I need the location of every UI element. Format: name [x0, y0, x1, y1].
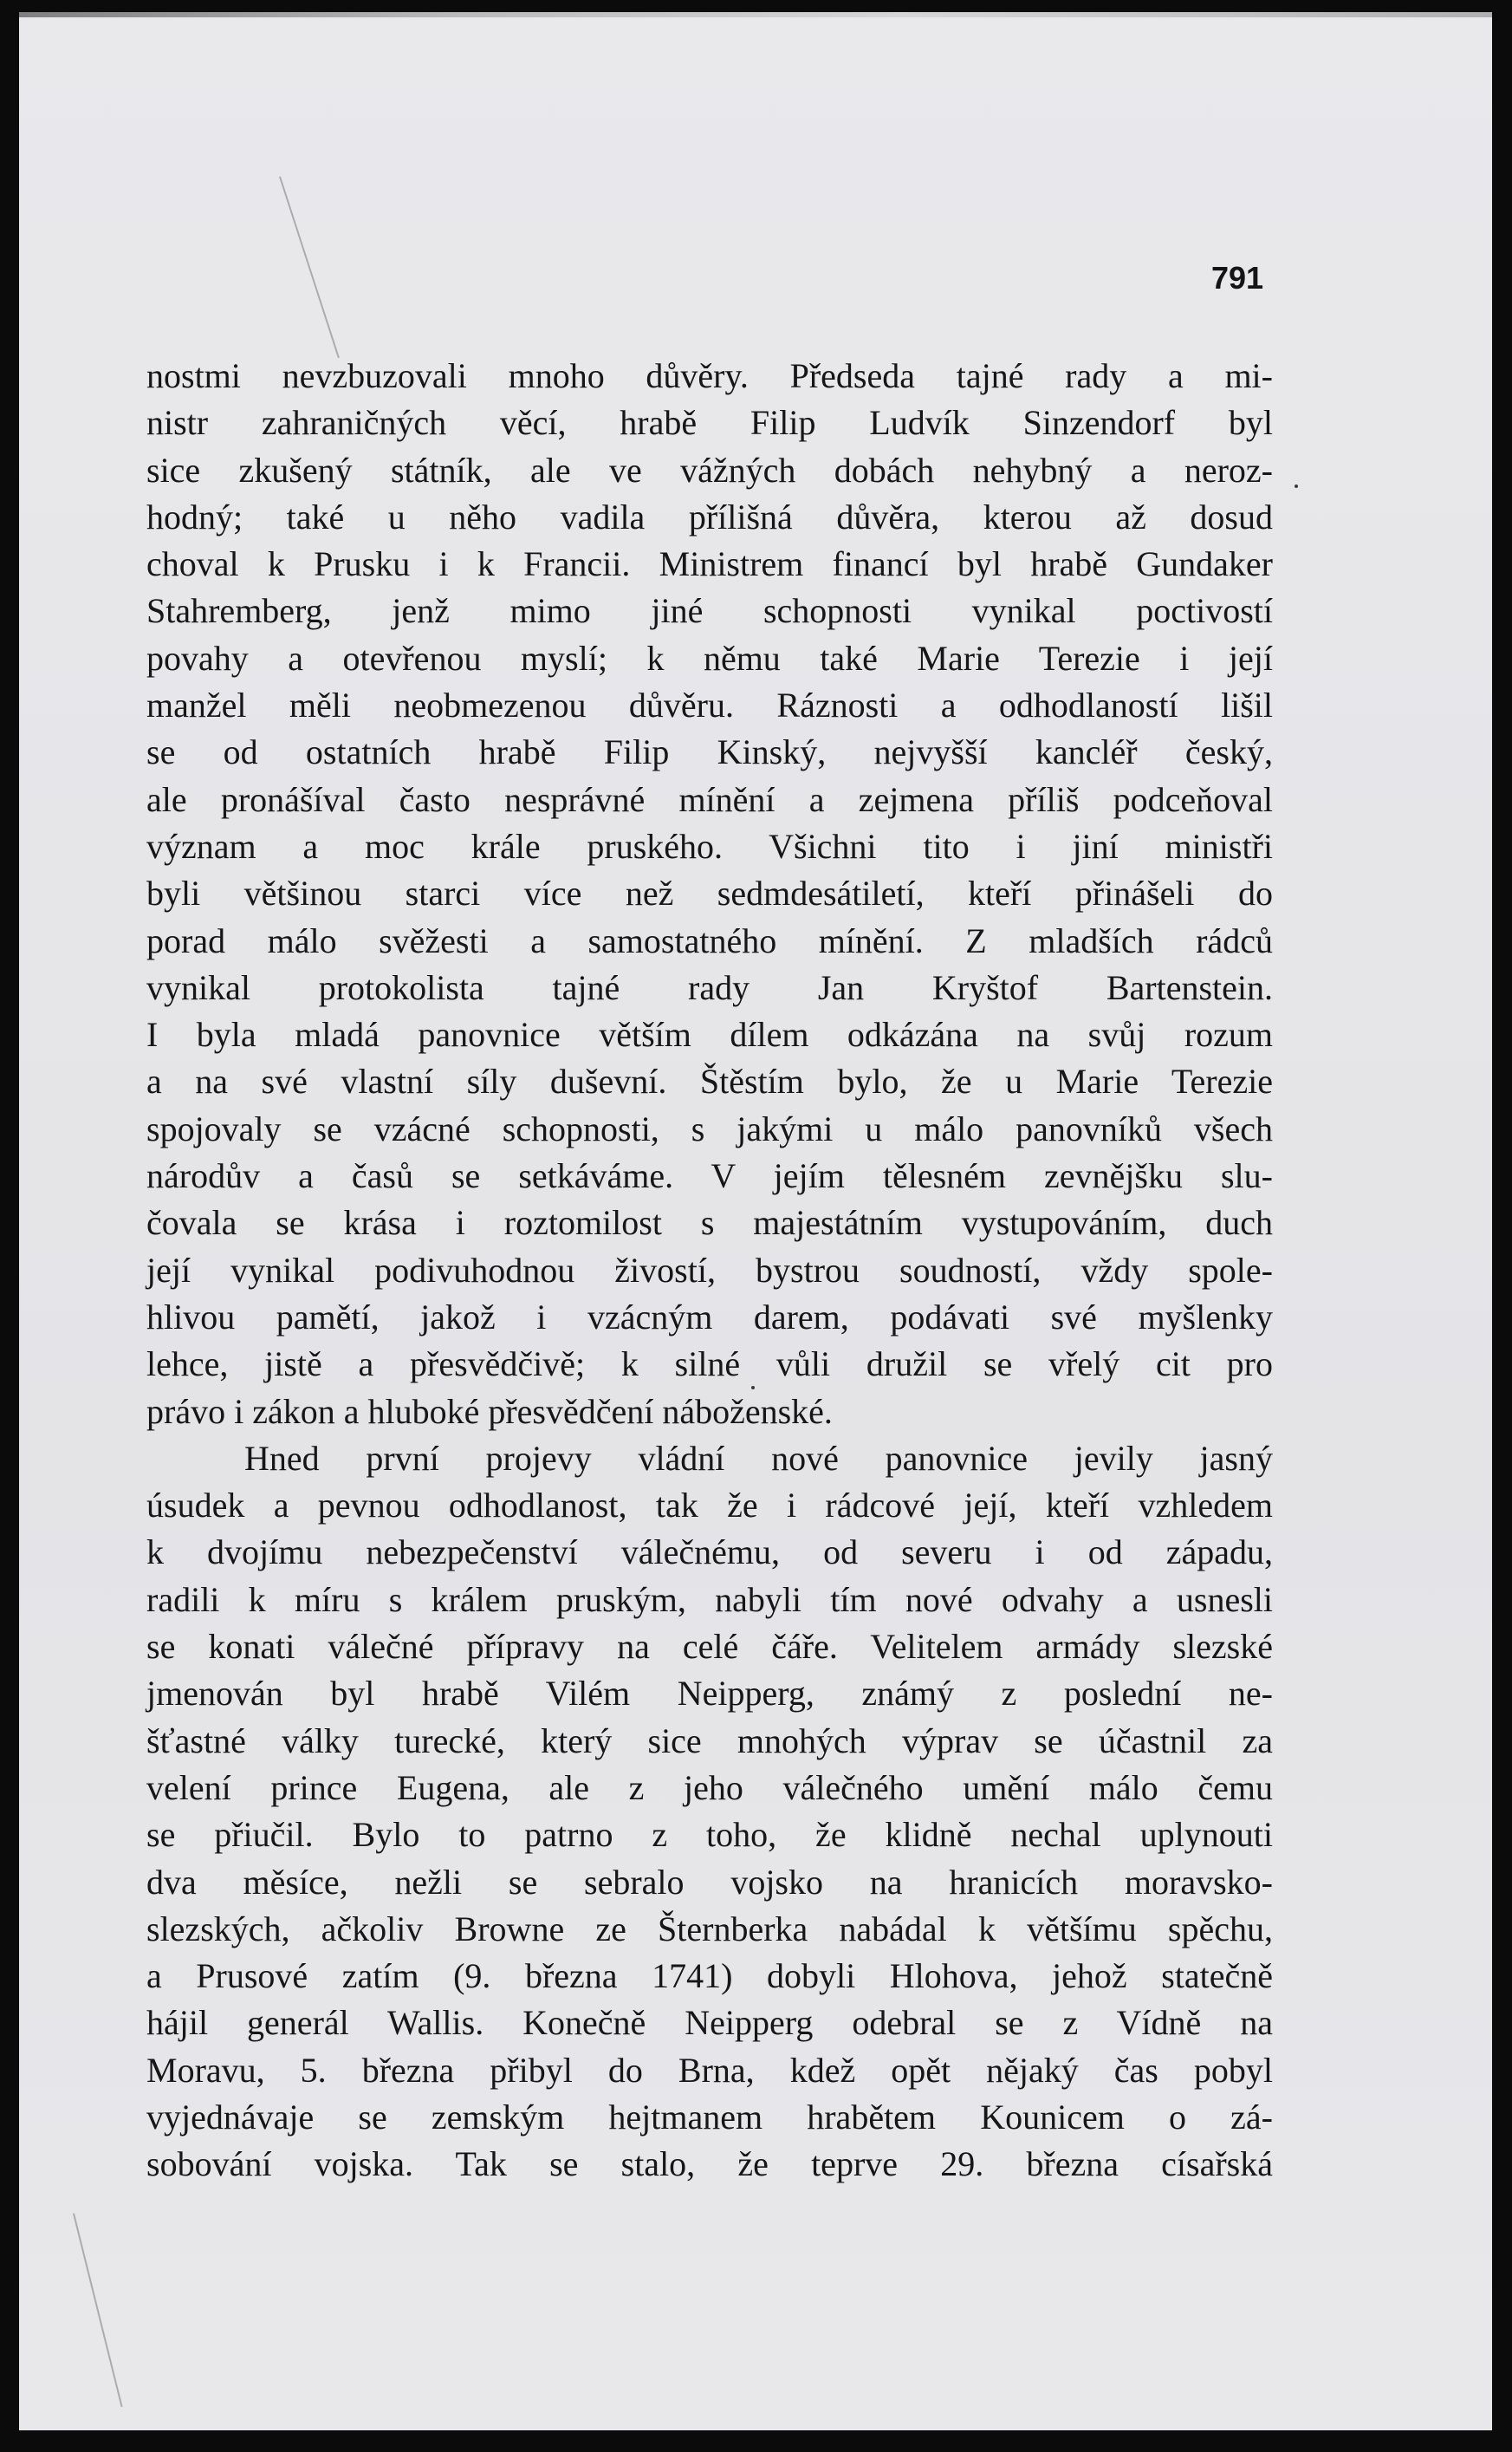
text-line: nostmi nevzbuzovali mnoho důvěry. Předseda tajné rady a mi-	[146, 356, 1273, 395]
text-line: slezských, ačkoliv Browne ze Šternberka nabádal k většímu spěchu,	[146, 1909, 1273, 1948]
text-line: se přiučil. Bylo to patrno z toho, že klidně nechal uplynouti	[146, 1815, 1273, 1855]
text-line: ale pronášíval často nesprávné mínění a zejmena příliš podceňoval	[146, 779, 1273, 819]
text-line: Moravu, 5. března přibyl do Brna, kdež opět nějaký čas pobyl	[146, 2050, 1273, 2090]
text-line: se od ostatních hrabě Filip Kinský, nejvyšší kancléř český,	[146, 732, 1273, 772]
text-line: spojovaly se vzácné schopnosti, s jakými u málo panovníků všech	[146, 1109, 1273, 1148]
text-line: jmenován byl hrabě Vilém Neipperg, známý z poslední ne-	[146, 1674, 1273, 1714]
text-line: hájil generál Wallis. Konečně Neipperg odebral se z Vídně na	[146, 2003, 1273, 2043]
text-line: porad málo svěžesti a samostatného mínění. Z mladších rádců	[146, 920, 1273, 960]
text-line: vynikal protokolista tajné rady Jan Kryštof Bartenstein.	[146, 967, 1273, 1007]
text-line: velení prince Eugena, ale z jeho válečného umění málo čemu	[146, 1767, 1273, 1807]
text-line: k dvojímu nebezpečenství válečnému, od severu i od západu,	[146, 1532, 1273, 1572]
text-line: Stahremberg, jenž mimo jiné schopnosti vynikal poctivostí	[146, 591, 1273, 631]
text-line: šťastné války turecké, který sice mnohých výprav se účastnil za	[146, 1720, 1273, 1760]
text-line: vyjednávaje se zemským hejtmanem hrabětem Kounicem o zá-	[146, 2097, 1273, 2137]
text-line: a na své vlastní síly duševní. Štěstím bylo, že u Marie Terezie	[146, 1062, 1273, 1102]
text-line: lehce, jistě a přesvědčivě; k silné vůli družil se vřelý cit pro	[146, 1344, 1273, 1384]
paper-crease-bottom	[73, 2214, 123, 2408]
text-line: sobování vojska. Tak se stalo, že teprve 29. března císařská	[146, 2144, 1273, 2184]
text-line: význam a moc krále pruského. Všichni tito i jiní ministři	[146, 826, 1273, 866]
text-line: sice zkušený státník, ale ve vážných dobách nehybný a neroz-	[146, 450, 1273, 490]
paragraph-start-line: Hned první projevy vládní nové panovnice jevily jasný	[244, 1438, 1273, 1478]
text-line: nistr zahraničných věcí, hrabě Filip Ludvík Sinzendorf byl	[146, 403, 1273, 443]
paragraph-end-line: právo i zákon a hluboké přesvědčení náboženské.	[146, 1391, 833, 1431]
text-line: byli většinou starci více než sedmdesátiletí, kteří přinášeli do	[146, 874, 1273, 914]
paper-crease-top	[279, 176, 340, 358]
page-top-edge	[19, 12, 1492, 17]
text-line: radili k míru s králem pruským, nabyli tím nové odvahy a usnesli	[146, 1579, 1273, 1619]
book-page	[19, 12, 1492, 2430]
text-line: manžel měli neobmezenou důvěru. Ráznosti a odhodlaností lišil	[146, 686, 1273, 725]
text-line: povahy a otevřenou myslí; k němu také Marie Terezie i její	[146, 638, 1273, 678]
text-line: národův a časů se setkáváme. V jejím tělesném zevnějšku slu-	[146, 1156, 1273, 1196]
text-line: a Prusové zatím (9. března 1741) dobyli Hlohova, jehož statečně	[146, 1956, 1273, 1996]
text-line: se konati válečné přípravy na celé čáře. Velitelem armády slezské	[146, 1627, 1273, 1667]
text-line: hlivou pamětí, jakož i vzácným darem, podávati své myšlenky	[146, 1297, 1273, 1337]
text-line: čovala se krása i roztomilost s majestátním vystupováním, duch	[146, 1203, 1273, 1243]
text-line: I byla mladá panovnice větším dílem odkázána na svůj rozum	[146, 1015, 1273, 1055]
paper-speck	[1295, 485, 1298, 488]
page-number: 791	[1211, 260, 1264, 296]
body-text	[146, 353, 1273, 2189]
text-line: její vynikal podivuhodnou živostí, bystrou soudností, vždy spole-	[146, 1250, 1273, 1290]
text-line: hodný; také u něho vadila přílišná důvěra, kterou až dosud	[146, 497, 1273, 537]
text-line: úsudek a pevnou odhodlanost, tak že i rádcové její, kteří vzhledem	[146, 1486, 1273, 1525]
text-line: dva měsíce, nežli se sebralo vojsko na hranicích moravsko-	[146, 1862, 1273, 1902]
text-line: choval k Prusku i k Francii. Ministrem financí byl hrabě Gundaker	[146, 544, 1273, 584]
